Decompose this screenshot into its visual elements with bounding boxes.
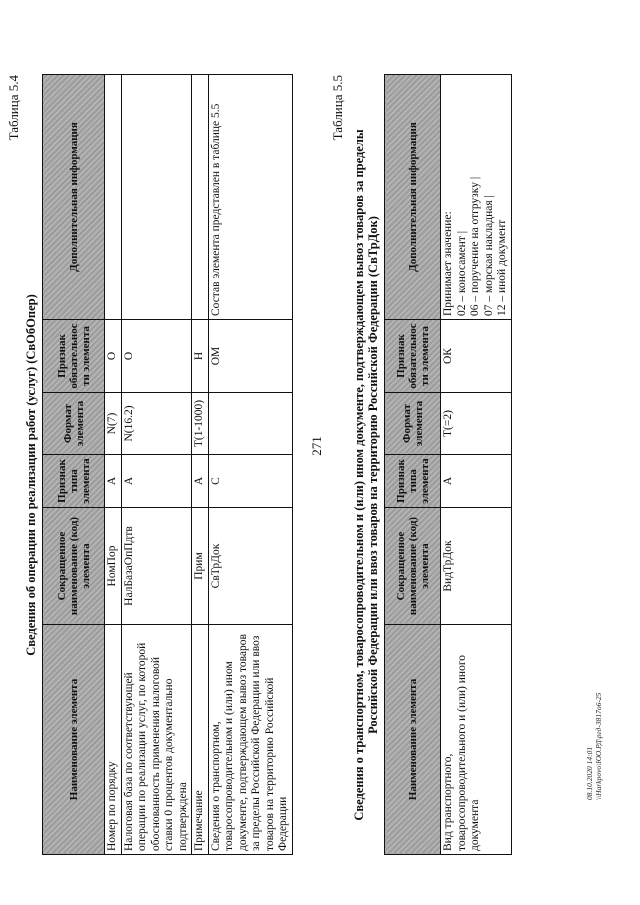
table-5-4-label: Таблица 5.4 [6, 75, 21, 141]
cell-type: А [121, 455, 192, 508]
header-element-required: Признак обязательности элемента [385, 320, 441, 393]
footer-note [585, 693, 603, 800]
header-element-required: Признак обязательности элемента [43, 320, 105, 393]
table-5-5-caption [352, 75, 380, 875]
table-row [121, 75, 192, 855]
table-5-4 [42, 74, 293, 855]
page-number: 271 [308, 436, 324, 456]
cell-info [105, 75, 122, 320]
cell-required: Н [192, 320, 209, 393]
header-element-type: Признак типа элемента [385, 455, 441, 508]
cell-code: ВидТрДок [441, 508, 512, 625]
cell-info [441, 75, 512, 320]
cell-info [121, 75, 192, 320]
header-element-name: Наименование элемента [43, 625, 105, 855]
cell-name: Примечание [192, 625, 209, 855]
cell-type: А [105, 455, 122, 508]
cell-format: N(16.2) [121, 393, 192, 455]
header-element-format: Формат элемента [43, 393, 105, 455]
table-row [105, 75, 122, 855]
cell-info [192, 75, 209, 320]
cell-code: СвТрДок [208, 508, 292, 625]
footer-path: \\Harkpovo\ЮО.РД\ргд-3817о6-25 [594, 692, 603, 800]
info-line: 06 – поручение на отгрузку | [469, 176, 481, 316]
info-line: 02 – коносамент | [455, 230, 468, 316]
table-5-5-caption-line-1: Сведения о транспортном, товаросопроводительном и (или) ином документе, подтверждающем вывоз товаров за пределы [352, 129, 366, 821]
cell-code: НомПор [105, 508, 122, 625]
cell-name: Сведения о транспортном, товаросопроводительном и (или) ином документе, подтверждающем вывоз товаров за пределы Российской Федерации или ввоз товаров на территорию Российской Федерации [208, 625, 292, 855]
header-additional-info: Дополнительная информация [385, 75, 441, 320]
cell-required: ОК [441, 320, 512, 393]
header-element-name: Наименование элемента [385, 625, 441, 855]
cell-format: Т(1-1000) [192, 393, 209, 455]
header-element-format: Формат элемента [385, 393, 441, 455]
cell-code: Прим [192, 508, 209, 625]
cell-required: О [121, 320, 192, 393]
cell-required: ОМ [208, 320, 292, 393]
header-element-code: Сокращенное наименование (код) элемента [43, 508, 105, 625]
cell-info: Состав элемента представлен в таблице 5.5 [208, 75, 292, 320]
cell-name: Вид транспортного, товаросопроводительного и (или) иного документа [441, 625, 512, 855]
cell-code: НалБазаОпПдтв [121, 508, 192, 625]
cell-format [208, 393, 292, 455]
cell-format: Т(=2) [441, 393, 512, 455]
table-5-4-caption: Сведения об операции по реализации работ (услуг) (СвОбОпер) [24, 294, 38, 656]
header-element-type: Признак типа элемента [43, 455, 105, 508]
rotated-content [0, 75, 510, 875]
cell-type: А [441, 455, 512, 508]
footer-timestamp: 08.10.2020 14:01 [585, 746, 594, 800]
table-row [441, 75, 512, 855]
info-line: 07 – морская накладная | [482, 195, 495, 316]
info-line: 12 – иной документ [496, 219, 508, 316]
header-element-code: Сокращенное наименование (код) элемента [385, 508, 441, 625]
table-5-5-caption-line-2: Российской Федерации или ввоз товаров на территорию Российской Федерации (СвТрДок) [366, 216, 380, 734]
table-5-5-label: Таблица 5.5 [330, 75, 345, 141]
cell-name: Налоговая база по соответствующей операции по реализации услуг, по которой обоснованность применения налоговой ставки 0 процентов документально подтверждена [121, 625, 192, 855]
header-additional-info: Дополнительная информация [43, 75, 105, 320]
cell-type: А [192, 455, 209, 508]
cell-format: N(7) [105, 393, 122, 455]
cell-required: О [105, 320, 122, 393]
cell-name: Номер по порядку [105, 625, 122, 855]
table-row [208, 75, 292, 855]
info-line: Принимает значение: [442, 211, 454, 316]
table-row [192, 75, 209, 855]
table-5-5 [384, 74, 512, 855]
cell-type: С [208, 455, 292, 508]
